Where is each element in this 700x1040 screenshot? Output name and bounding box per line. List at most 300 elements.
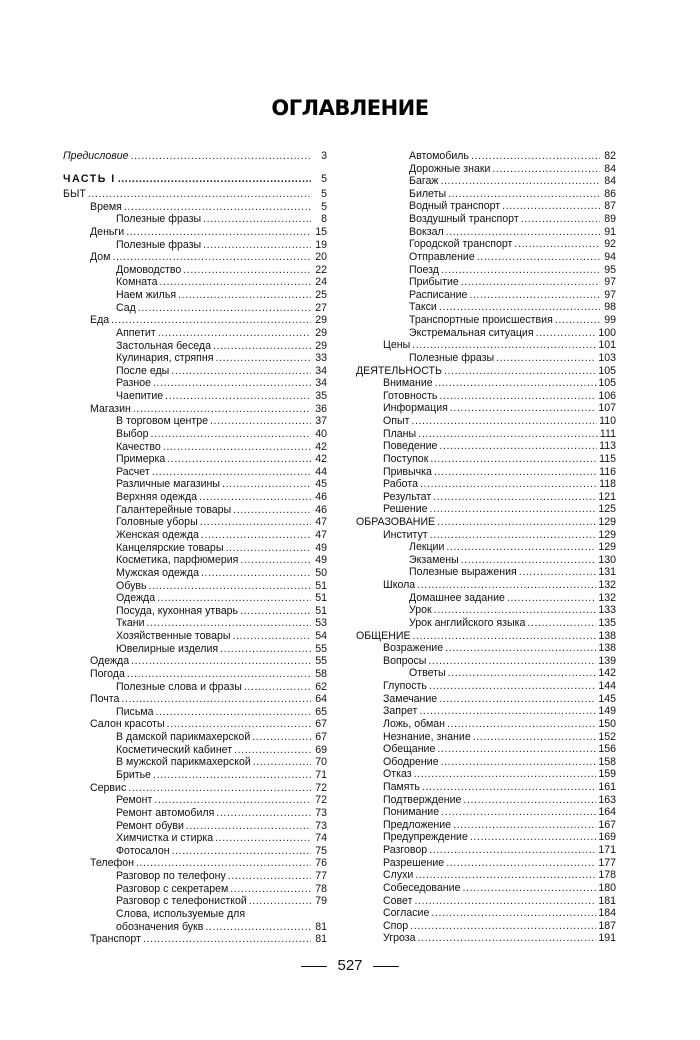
dot-leader (124, 201, 311, 214)
page-title: ОГЛАВЛЕНИЕ (271, 96, 429, 120)
toc-entry[interactable] (63, 491, 327, 504)
toc-entry[interactable] (356, 857, 616, 870)
toc-entry[interactable] (356, 466, 616, 479)
dot-leader (429, 844, 596, 857)
toc-entry-label: Такси (409, 301, 437, 314)
toc-entry[interactable] (356, 339, 616, 352)
toc-entry-label: Женская одежда (116, 529, 199, 541)
toc-entry-page: 167 (598, 818, 616, 831)
toc-entry-page: 177 (598, 856, 616, 869)
toc-entry[interactable] (63, 870, 327, 883)
dot-leader (413, 630, 597, 643)
toc-entry-page: 156 (598, 743, 616, 756)
toc-entry-label: Время (90, 200, 122, 213)
toc-entry[interactable] (63, 150, 327, 163)
toc-entry-label: Ремонт обуви (116, 819, 184, 832)
toc-entry[interactable] (356, 377, 616, 390)
toc-entry-label: Магазин (90, 402, 131, 415)
toc-entry-page: 15 (315, 225, 327, 238)
toc-entry[interactable] (63, 895, 327, 908)
dot-leader (412, 339, 596, 352)
dot-leader (417, 579, 596, 592)
toc-entry[interactable] (356, 604, 616, 617)
toc-entry-page: 46 (315, 491, 327, 504)
toc-entry-label: Информация (383, 402, 448, 415)
toc-entry[interactable] (356, 428, 616, 441)
toc-entry-page: 86 (604, 187, 616, 200)
toc-entry[interactable] (356, 781, 616, 794)
toc-entry[interactable] (63, 807, 327, 820)
toc-entry-page: 58 (315, 667, 327, 680)
toc-entry[interactable] (63, 605, 327, 618)
toc-entry-page: 42 (315, 453, 327, 466)
toc-entry[interactable] (356, 743, 616, 756)
toc-entry[interactable] (356, 301, 616, 314)
toc-entry[interactable] (63, 352, 327, 365)
toc-entry-page: 142 (598, 667, 616, 680)
dot-leader (496, 352, 596, 365)
toc-entry[interactable] (356, 882, 616, 895)
toc-entry-page: 49 (315, 554, 327, 567)
toc-entry[interactable] (356, 920, 616, 933)
toc-entry[interactable] (356, 415, 616, 428)
dot-leader (418, 932, 597, 945)
toc-entry-label: Примерка (116, 453, 166, 466)
toc-entry[interactable] (63, 769, 327, 782)
toc-entry-page: 178 (598, 869, 616, 882)
toc-entry[interactable] (356, 756, 616, 769)
toc-entry[interactable] (63, 617, 327, 630)
toc-entry-label: После еды (116, 364, 170, 377)
dot-leader (201, 567, 311, 580)
toc-entry-label: Мужская одежда (116, 566, 199, 579)
toc-entry-label: Одежда (90, 655, 130, 668)
toc-entry[interactable] (63, 820, 327, 833)
toc-entry[interactable] (356, 718, 616, 731)
dot-leader (234, 744, 311, 757)
toc-entry[interactable] (356, 705, 616, 718)
dot-leader (430, 529, 597, 542)
toc-entry[interactable] (63, 441, 327, 454)
toc-entry[interactable] (63, 554, 327, 567)
toc-entry-page: 34 (315, 377, 327, 390)
toc-entry-label: Решение (383, 503, 428, 516)
dot-leader (428, 655, 596, 668)
toc-entry-page: 3 (321, 150, 327, 162)
toc-entry-label: Поведение (383, 440, 438, 453)
toc-entry-page: 69 (315, 743, 327, 756)
toc-entry[interactable] (63, 908, 327, 921)
toc-entry[interactable] (63, 188, 327, 201)
toc-entry-page: 91 (604, 225, 616, 238)
toc-entry[interactable] (63, 542, 327, 555)
toc-entry-label: Билеты (409, 187, 447, 200)
dot-leader (444, 365, 596, 378)
dot-leader (441, 756, 597, 769)
toc-entry[interactable] (356, 150, 616, 163)
toc-entry-page: 54 (315, 630, 327, 643)
dot-leader (154, 794, 311, 807)
toc-entry[interactable] (356, 529, 616, 542)
toc-entry[interactable] (63, 883, 327, 896)
toc-entry-label: Предисловие (63, 150, 129, 162)
toc-entry-label: Сервис (90, 781, 127, 794)
toc-entry-page: 8 (321, 213, 327, 226)
toc-entry[interactable] (356, 566, 616, 579)
toc-entry[interactable] (356, 592, 616, 605)
toc-entry[interactable] (356, 402, 616, 415)
toc-entry-page: 121 (598, 490, 616, 503)
toc-entry-page: 132 (598, 591, 616, 604)
toc-entry[interactable] (63, 655, 327, 668)
toc-entry[interactable] (356, 869, 616, 882)
toc-entry-page: 71 (315, 768, 327, 781)
toc-entry[interactable] (356, 819, 616, 832)
toc-entry[interactable] (63, 403, 327, 416)
toc-entry-page: 187 (598, 919, 616, 932)
dot-leader (220, 643, 311, 656)
dot-leader (411, 415, 597, 428)
toc-entry-page: 19 (315, 238, 327, 251)
toc-entry-page: 46 (315, 503, 327, 516)
toc-entry[interactable] (356, 680, 616, 693)
toc-entry[interactable] (356, 895, 616, 908)
toc-entry[interactable] (63, 592, 327, 605)
dot-leader (121, 693, 311, 706)
toc-entry[interactable] (356, 541, 616, 554)
toc-entry[interactable] (63, 668, 327, 681)
dot-leader (153, 377, 311, 390)
toc-entry[interactable] (63, 239, 327, 252)
toc-entry-page: 161 (598, 781, 616, 793)
toc-entry-page: 107 (598, 402, 616, 415)
dot-leader (429, 680, 596, 693)
toc-entry[interactable] (356, 491, 616, 504)
toc-entry-label: Различные магазины (116, 478, 220, 491)
toc-entry-label: Транспортные происшествия (409, 314, 553, 327)
dot-leader (133, 403, 311, 416)
toc-entry[interactable] (356, 667, 616, 680)
dot-leader (153, 769, 311, 782)
toc-entry-label: Институт (383, 528, 428, 541)
toc-entry[interactable] (356, 516, 616, 529)
toc-entry-page: 73 (315, 819, 327, 832)
toc-entry[interactable] (63, 718, 327, 731)
toc-entry-page: 138 (598, 642, 616, 655)
dot-leader (199, 491, 311, 504)
toc-entry[interactable] (63, 226, 327, 239)
toc-entry[interactable] (356, 831, 616, 844)
toc-entry-label: Фотосалон (116, 844, 170, 857)
dot-leader (414, 768, 597, 781)
toc-entry[interactable] (63, 921, 327, 934)
toc-entry-page: 158 (598, 755, 616, 768)
toc-entry-label: Запрет (383, 705, 418, 718)
dot-leader (210, 415, 311, 428)
toc-entry[interactable] (63, 580, 327, 593)
toc-entry-label: Верхняя одежда (116, 491, 198, 504)
dot-leader (203, 239, 311, 252)
toc-entry[interactable] (63, 630, 327, 643)
toc-entry[interactable] (356, 453, 616, 466)
toc-entry[interactable] (356, 768, 616, 781)
toc-entry[interactable] (63, 681, 327, 694)
dot-leader (473, 731, 597, 744)
toc-entry-label: Вопросы (383, 654, 427, 667)
toc-entry[interactable] (63, 643, 327, 656)
toc-entry-label: Ложь, обман (383, 717, 445, 730)
toc-entry[interactable] (356, 352, 616, 365)
dot-leader (441, 806, 596, 819)
toc-entry-page: 51 (315, 604, 327, 617)
toc-entry-page: 5 (321, 188, 327, 200)
toc-entry-page: 132 (598, 579, 616, 592)
toc-entry-label: Опыт (383, 415, 410, 428)
toc-entry[interactable] (356, 276, 616, 289)
toc-entry-page: 171 (598, 844, 616, 857)
toc-entry-label: Обувь (116, 579, 147, 592)
toc-entry-label: Застольная беседа (116, 339, 211, 352)
dot-leader (477, 251, 600, 264)
toc-entry-label: Ободрение (383, 755, 439, 768)
toc-entry-label: Расчет (116, 465, 150, 478)
dot-leader (167, 453, 311, 466)
toc-entry-label: Согласие (383, 907, 430, 920)
toc-entry-label: Результат (383, 490, 432, 503)
dot-leader (163, 441, 311, 454)
toc-entry[interactable] (63, 289, 327, 302)
dot-leader (461, 554, 597, 567)
toc-entry[interactable] (63, 756, 327, 769)
dot-leader (213, 340, 311, 353)
toc-entry[interactable] (63, 845, 327, 858)
toc-entry-page: 51 (315, 579, 327, 592)
toc-entry[interactable] (356, 844, 616, 857)
toc-entry[interactable] (356, 554, 616, 567)
toc-entry[interactable] (356, 213, 616, 226)
toc-entry-label: Наем жилья (116, 289, 177, 302)
dot-leader (131, 655, 311, 668)
toc-entry-page: 47 (315, 529, 327, 541)
toc-entry[interactable] (63, 794, 327, 807)
dot-leader (88, 188, 311, 201)
toc-entry[interactable] (63, 744, 327, 757)
toc-entry[interactable] (356, 200, 616, 213)
toc-entry-page: 55 (315, 655, 327, 668)
toc-entry[interactable] (356, 655, 616, 668)
toc-entry-label: Еда (90, 314, 110, 327)
toc-entry-page: 150 (598, 717, 616, 730)
toc-entry[interactable] (63, 365, 327, 378)
toc-entry[interactable] (63, 302, 327, 315)
toc-entry[interactable] (63, 390, 327, 403)
toc-entry-page: 164 (598, 806, 616, 819)
toc-entry[interactable] (63, 340, 327, 353)
dot-leader (127, 668, 311, 681)
dot-leader (232, 630, 311, 643)
toc-entry[interactable] (63, 706, 327, 719)
toc-entry-label: Ремонт автомобиля (116, 806, 215, 819)
toc-entry-label: Расписание (409, 288, 468, 301)
toc-entry-label: Обещание (383, 743, 436, 756)
toc-entry-page: 105 (598, 364, 616, 377)
toc-entry[interactable] (356, 226, 616, 239)
toc-entry[interactable] (63, 567, 327, 580)
dot-leader (514, 238, 600, 251)
toc-entry[interactable] (63, 327, 327, 340)
toc-entry-label: Внимание (383, 377, 433, 390)
toc-entry[interactable] (63, 731, 327, 744)
toc-entry[interactable] (63, 201, 327, 214)
toc-entry[interactable] (356, 390, 616, 403)
toc-entry[interactable] (63, 516, 327, 529)
toc-entry[interactable] (63, 857, 327, 870)
dot-leader (437, 516, 596, 529)
toc-entry[interactable] (356, 238, 616, 251)
toc-entry[interactable] (63, 453, 327, 466)
toc-entry[interactable] (63, 276, 327, 289)
dot-leader (439, 440, 597, 453)
toc-entry[interactable] (356, 642, 616, 655)
dot-leader (203, 213, 311, 226)
toc-entry-page: 110 (599, 415, 616, 428)
toc-entry[interactable] (63, 478, 327, 491)
toc-entry-page: 47 (315, 516, 327, 529)
toc-entry-label: Выбор (116, 427, 149, 440)
toc-entry-label: Разговор с телефонисткой (116, 895, 247, 908)
toc-entry-label: Полезные выражения (409, 566, 517, 579)
toc-entry-page: 84 (604, 175, 616, 188)
toc-entry-page: 101 (598, 339, 616, 352)
toc-entry-page: 29 (315, 314, 327, 327)
toc-entry-page: 159 (598, 768, 616, 781)
toc-entry[interactable] (63, 314, 327, 327)
toc-entry[interactable] (63, 782, 327, 795)
toc-entry-label: Возражение (383, 642, 444, 655)
toc-entry-label: Письма (116, 705, 154, 718)
footer-dash-right (373, 966, 399, 967)
toc-entry[interactable] (63, 251, 327, 264)
dot-leader (492, 163, 600, 176)
toc-entry-page: 70 (315, 756, 327, 769)
toc-entry[interactable] (356, 440, 616, 453)
toc-entry-page: 100 (598, 326, 616, 339)
toc-entry[interactable] (356, 693, 616, 706)
dot-leader (244, 681, 311, 694)
dot-leader (441, 264, 600, 277)
dot-leader (143, 933, 311, 946)
toc-entry-label: Дом (90, 251, 111, 264)
toc-entry-label: Разное (116, 377, 151, 390)
toc-entry-page: 144 (598, 680, 616, 693)
toc-entry-label: Химчистка и стирка (116, 832, 214, 845)
toc-entry[interactable] (63, 377, 327, 390)
toc-entry[interactable] (356, 617, 616, 630)
toc-entry-label: Разговор (383, 844, 428, 857)
toc-entry[interactable] (356, 264, 616, 277)
toc-entry[interactable] (356, 175, 616, 188)
toc-entry-label: Цены (383, 339, 411, 352)
dot-leader (446, 226, 600, 239)
toc-entry-page: 49 (315, 541, 327, 554)
toc-entry-page: 81 (315, 933, 327, 946)
toc-entry-label: Понимание (383, 806, 440, 819)
toc-entry[interactable] (356, 163, 616, 176)
toc-entry-label: Совет (383, 894, 413, 907)
toc-entry[interactable] (356, 579, 616, 592)
dot-leader (222, 478, 311, 491)
toc-entry[interactable] (356, 365, 616, 378)
dot-leader (230, 883, 311, 896)
toc-entry-label: Водный транспорт (409, 200, 501, 213)
toc-entry[interactable] (63, 173, 327, 186)
toc-entry[interactable] (63, 264, 327, 277)
toc-entry-page: 118 (599, 478, 616, 491)
toc-entry-label: Домоводство (116, 263, 182, 276)
toc-entry-label: Отказ (383, 768, 412, 781)
toc-entry[interactable] (63, 693, 327, 706)
toc-entry-label: Сад (116, 301, 136, 314)
toc-entry[interactable] (356, 630, 616, 643)
toc-entry-label: Канцелярские товары (116, 541, 224, 554)
toc-entry-page: 87 (604, 200, 616, 213)
dot-leader (519, 566, 597, 579)
dot-leader (151, 428, 311, 441)
toc-entry[interactable] (63, 415, 327, 428)
toc-entry[interactable] (356, 188, 616, 201)
toc-entry[interactable] (63, 428, 327, 441)
toc-entry[interactable] (356, 806, 616, 819)
dot-leader (462, 882, 596, 895)
dot-leader (420, 478, 597, 491)
dot-leader (435, 377, 597, 390)
toc-entry[interactable] (63, 466, 327, 479)
toc-entry-page: 79 (315, 895, 327, 908)
toc-entry[interactable] (356, 503, 616, 516)
toc-entry[interactable] (356, 478, 616, 491)
dot-leader (156, 706, 311, 719)
toc-entry-page: 133 (598, 604, 616, 617)
toc-entry[interactable] (356, 907, 616, 920)
toc-entry[interactable] (356, 932, 616, 945)
dot-leader (205, 921, 311, 934)
toc-entry-label: Разрешение (383, 856, 445, 869)
toc-entry-page: 191 (598, 932, 616, 945)
toc-entry-page: 50 (315, 566, 327, 579)
toc-entry[interactable] (63, 504, 327, 517)
toc-entry-label: Галантерейные товары (116, 503, 232, 516)
toc-entry-label: Багаж (409, 175, 439, 188)
toc-entry[interactable] (356, 289, 616, 302)
dot-leader (128, 782, 311, 795)
toc-entry[interactable] (63, 832, 327, 845)
toc-entry[interactable] (356, 251, 616, 264)
dot-leader (461, 276, 600, 289)
toc-entry[interactable] (356, 731, 616, 744)
dot-leader (439, 693, 596, 706)
toc-entry[interactable] (356, 327, 616, 340)
dot-leader (131, 150, 311, 163)
toc-entry[interactable] (63, 213, 327, 226)
toc-entry[interactable] (63, 529, 327, 542)
toc-entry[interactable] (356, 314, 616, 327)
toc-entry-page: 65 (315, 705, 327, 718)
toc-entry[interactable] (63, 933, 327, 946)
dot-leader (430, 503, 597, 516)
toc-entry[interactable] (356, 794, 616, 807)
toc-entry-page: 24 (315, 276, 327, 289)
toc-entry-page: 94 (604, 250, 616, 263)
